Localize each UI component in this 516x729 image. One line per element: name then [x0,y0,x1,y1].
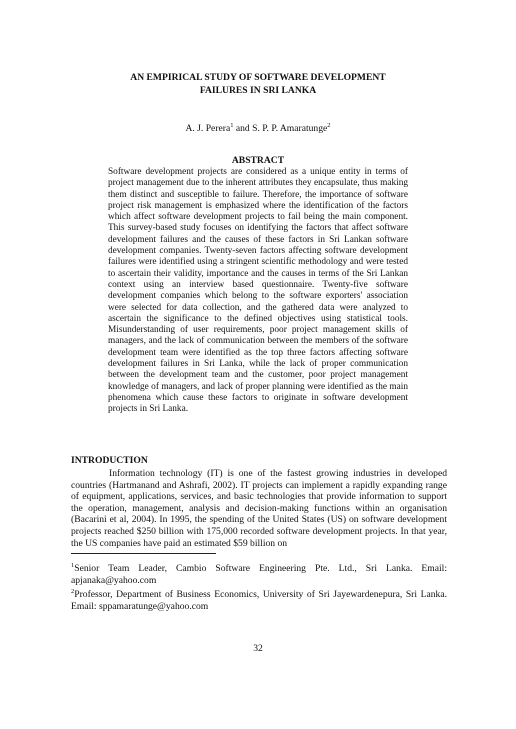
footnote-1-mark: 1 [71,562,75,569]
introduction-paragraph: Information technology (IT) is one of the fastest growing industries in developed countries (Hartmanand and Ashrafi, 2002). IT projects can implement a rapidly expanding range of equipment, applications, services, and basic technologies that provide information to support the operation, management, analysis and decision-making functions within an organisation (Bacarini et al, 2004). In 1995, the spending of the United States (US) on software development projects reached $250 billion with 175,000 recorded software development projects. In that year, the US companies have paid an estimated $59 billion on [71,468,447,549]
author-2-footnote-mark: 2 [327,122,331,129]
author-line [60,120,456,135]
author-1: A. J. Perera [185,123,231,135]
footnote-1-text: Senior Team Leader, Cambio Software Engineering Pte. Ltd., Sri Lanka. Email: apjanaka@yahoo.com [71,563,447,586]
abstract-body: Software development projects are considered as a unique entity in terms of project management due to the inherent attributes they encapsulate, thus making them distinct and susceptible to failure. Therefore, the importance of software project risk management is emphasized where the identification of the factors which affect software development projects to fail being the main component. This survey-based study focuses on identifying the factors that affect software development failures and the causes of these factors in Sri Lankan software development companies. Twenty-seven factors affecting software development failures were identified using a stringent scientific methodology and were tested to ascertain their validity, importance and the causes in terms of the Sri Lankan context using an interview based questionnaire. Twenty-five software development companies which belong to the software exporters' association were selected for data collection, and the gathered data were analyzed to ascertain the significance to the defined objectives using statistical tools. Misunderstanding of user requirements, poor project management skills of managers, and the lack of communication between the members of the software development team were identified as the top three factors affecting software development failures in Sri Lanka, while the lack of proper communication between the development team and the customer, poor project management knowledge of managers, and lack of proper planning were identified as the main phenomena which cause these factors to originate in software development projects in Sri Lanka. [108,167,408,415]
title-line-1: AN EMPIRICAL STUDY OF SOFTWARE DEVELOPMENT [130,72,386,83]
page-number: 32 [253,643,263,654]
footnote-2-mark: 2 [71,588,75,596]
footnote-1 [71,560,447,586]
title-line-2: FAILURES IN SRI LANKA [199,84,317,96]
footnote-divider [71,553,216,554]
footnote-2-text: Professor, Department of Business Economics, University of Sri Jayewardenepura, Sri Lanka. Email: sppamaratunge@yahoo.com [71,589,447,613]
author-1-footnote-mark: 1 [230,122,234,129]
paper-title [60,72,456,97]
footnotes [71,560,447,613]
abstract-heading: ABSTRACT [231,155,285,166]
authors-conjunction: and [233,123,253,135]
footnote-2 [71,586,447,612]
author-2: S. P. P. Amaratunge [252,123,328,135]
introduction-heading: INTRODUCTION [71,455,148,466]
